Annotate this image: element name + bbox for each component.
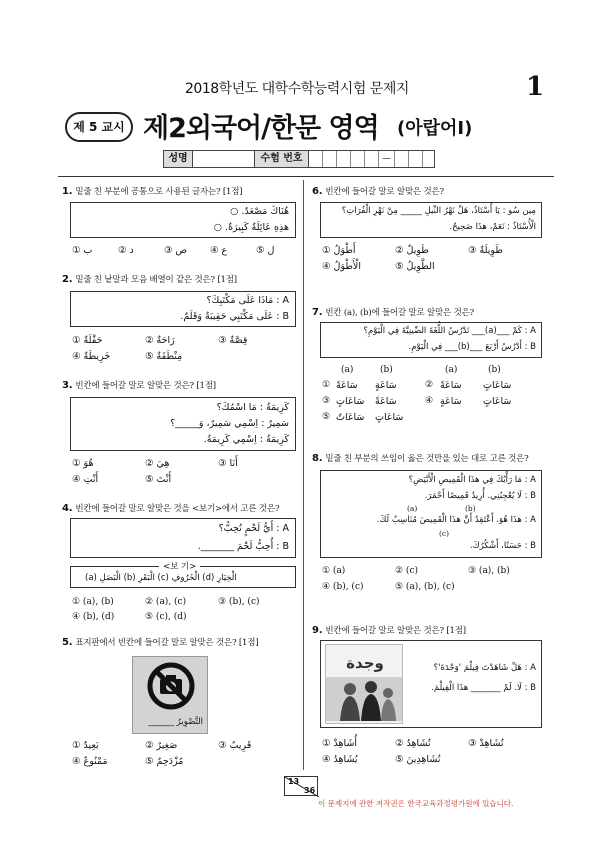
answer-option-1[interactable]: ① أُشَاهِدْ [322,738,358,749]
bogi-box [70,562,296,588]
dialogue-line: سَمِيرٌ : اِسْمِي سَمِيرٌ، وَ_____؟ [170,418,289,429]
dialogue-line: A : هذَا هُوَ. أَعْتَقِدُ أَنَّ هذَا الْقَمِيصَ مُنَاسِبٌ لَكَ. [376,515,536,525]
name-label: 성명 [164,151,192,167]
answer-option-5[interactable]: ⑤ مِنْطَقَةٌ [145,351,183,362]
answer-option-1[interactable]: ① بَعِيدٌ [72,740,99,751]
q9-passage-box [320,640,542,728]
poster-title: وجدة [346,654,384,672]
option-marker[interactable]: ⑤ [322,412,331,422]
dialogue-line-b: B : أُحِبُّ لَحْمَ _______. [197,541,289,552]
option-cell-a: سَاعَاتٍ [336,396,365,407]
question-number: 2. [62,274,73,285]
bogi-items: (a) الْبَصَلِ (b) الْبَقَرِ (c) الْخَرُوفِ (d) الْخِيَارِ [85,573,237,583]
question-text: 밑줄 친 낱말과 모음 배열이 같은 것은? [1점] [75,275,237,285]
exam-number-label: 수험 번호 [254,151,308,167]
answer-option-4[interactable]: ④ أَنْتِ [72,474,99,485]
answer-option-4[interactable]: ④ يُشَاهِدُ [322,754,358,765]
question-text: 빈칸 (a), (b)에 들어갈 말로 알맞은 것은? [325,308,474,318]
digit-cell [395,151,409,167]
dialogue-line-a: A : هَلْ شَاهَدْتَ فِيلْمَ 'وَجْدَةَ'؟ [433,663,536,673]
question-number: 6. [312,186,323,197]
dialogue-line: B : حَسَنًا، أَشْكُرُكَ. [469,541,536,551]
poster-figures-image [326,677,403,721]
option-marker[interactable]: ③ [322,396,331,406]
section-title: 제2외국어/한문 영역 [143,113,379,144]
q6-passage-box [320,202,542,238]
answer-option-1[interactable]: ① هُوَ [72,458,94,469]
underline-label: (c) [439,529,450,538]
answer-option-5[interactable]: ⑤ ل [256,245,275,256]
answer-option-2[interactable]: ② رَاحَةٌ [145,335,175,346]
answer-option-1[interactable]: ① أَطْوَلُ [322,245,356,256]
sign-text: التَّصْوِيرُ ______ [148,717,203,727]
answer-option-3[interactable]: ③ ص [164,245,188,256]
q4-passage-box [70,518,296,558]
digit-cell [409,151,423,167]
question-number: 1. [62,186,73,197]
answer-option-4[interactable]: ④ مَمْنُوعٌ [72,756,108,767]
copyright-notice: 이 문제지에 관한 저작권은 한국교육과정평가원에 있습니다. [318,799,514,808]
question-6 [312,185,550,197]
option-cell-b: سَاعَاتٍ [375,412,404,423]
dialogue-line: كَرِيمَةُ : اِسْمِي كَرِيمَةُ. [203,434,289,445]
question-1 [62,185,300,197]
answer-option-4[interactable]: ④ (b), (c) [322,582,364,592]
answer-option-5[interactable]: ⑤ (a), (b), (c) [395,582,455,592]
option-marker[interactable]: ① [322,380,331,390]
dialogue-line-b: B : لَا. لَمْ _______ هذَا الْفِيلْمَ. [431,683,536,693]
subject-title: (아랍어Ⅰ) [397,118,473,139]
dialogue-line-b: B : أَدْرُسُ أَرْبَعَ ___(b)___ فِي الْيَوْمِ. [408,342,536,352]
underline-labels: (a) (b) [407,504,476,513]
page-total: 36 [304,786,316,795]
question-text: 빈칸에 들어갈 말로 알맞은 것을 <보기>에서 고른 것은? [75,504,280,514]
answer-option-4[interactable]: ④ (b), (d) [72,612,115,622]
question-text: 밑줄 친 부분의 쓰임이 옳은 것만을 있는 대로 고른 것은? [325,454,529,464]
passage-line: هُنَاكَ مَصْعَدٌ. ○ [230,206,289,217]
digit-cell [365,151,379,167]
question-number: 3. [62,380,73,391]
q7-passage-box [320,322,542,358]
answer-option-3[interactable]: ③ طَوِيلَةٌ [468,245,503,256]
dialogue-line-a: A : أَيُّ لَحْمٍ تُحِبُّ؟ [218,523,289,534]
dialogue-line: B : لَا يُعْجِبُنِي. أُرِيدُ قَمِيصًا أَحْمَرَ. [424,491,536,501]
question-text: 밑줄 친 부분에 공통으로 사용된 글자는? [1점] [75,187,243,197]
q1-passage-box [70,202,296,238]
answer-option-2[interactable]: ② صَغِيرٌ [145,740,178,751]
answer-option-4[interactable]: ④ ع [210,245,228,256]
option-cell-b: سَاعَاتٍ [483,396,512,407]
answer-option-1[interactable]: ① حَقْلَةٌ [72,335,103,346]
answer-option-2[interactable]: ② تُشَاهِدُ [395,738,431,749]
name-field[interactable] [192,151,254,167]
passage-line: هذِهِ عَائِلَةٌ كَبِيرَةٌ. ○ [213,222,289,233]
digit-cell [351,151,365,167]
question-number: 9. [312,625,323,636]
option-cell-a: سَاعَةً [336,380,358,391]
answer-option-5[interactable]: ⑤ (c), (d) [145,612,187,622]
column-divider [303,180,304,770]
answer-option-2[interactable]: ② د [118,245,134,256]
answer-option-3[interactable]: ③ (b), (c) [218,597,260,607]
digit-cell [309,151,323,167]
answer-option-1[interactable]: ① (a), (b) [72,597,114,607]
question-text: 빈칸에 들어갈 말로 알맞은 것은? [1점] [325,626,466,636]
digit-cell [323,151,337,167]
page-current: 13 [288,777,300,786]
option-cell-b: سَاعَاتٍ [483,380,512,391]
bogi-title: <보 기> [159,560,200,572]
question-2 [62,273,300,285]
dialogue-line: A : مَا رَأْيُكَ فِي هذَا الْقَمِيصِ الْأَبْيَضِ؟ [408,475,536,485]
answer-option-5[interactable]: ⑤ مُزْدَحِمٌ [145,756,184,767]
dialogue-line-a: A : مَاذَا عَلَى مَكْتَبِكَ؟ [206,295,289,306]
answer-option-3[interactable]: ③ قَرِيبٌ [218,740,252,751]
answer-option-5[interactable]: ⑤ الطَّوِيلُ [395,261,435,272]
q2-passage-box [70,291,296,327]
question-text: 빈칸에 들어갈 말로 알맞은 것은? [325,187,444,197]
option-cell-b: سَاعَةٍ [375,380,397,391]
dialogue-line-b: B : عَلَى مَكْتَبِي حَقِيبَةٌ وَقَلَمٌ. [180,311,289,322]
question-3 [62,379,300,391]
answer-option-2[interactable]: ② طَوِيلٌ [395,245,429,256]
dialogue-line: مِين سُو : يَا أُسْتَاذُ، هَلْ نَهْرُ النِّيلِ _____ مِنْ نَهْرِ الْفُرَاتِ؟ [341,206,536,216]
answer-option-4[interactable]: ④ الْأَطْوَلُ [322,261,361,272]
answer-option-3[interactable]: ③ أَنَا [218,458,238,469]
q8-passage-box [320,470,542,558]
col-head-a: (a) [445,365,458,375]
answer-option-1[interactable]: ① ب [72,245,93,256]
answer-option-1[interactable]: ① (a) [322,566,346,576]
answer-option-5[interactable]: ⑤ أَنْتَ [145,474,172,485]
question-4 [62,502,300,514]
no-camera-icon [133,659,209,717]
answer-option-3[interactable]: ③ قِصَّةٌ [218,335,248,346]
answer-option-3[interactable]: ③ (a), (b) [468,566,510,576]
q3-passage-box [70,397,296,451]
question-7 [312,306,550,318]
period-label: 제 5 교시 [65,112,133,142]
dialogue-line: الْأُسْتَاذُ : نَعَمْ، هذَا صَحِيحٌ. [449,222,536,232]
exam-year-title: 2018학년도 대학수학능력시험 문제지 [185,81,409,97]
question-8 [312,452,550,464]
option-cell-a: سَاعَةٍ [440,396,462,407]
movie-poster [325,644,403,724]
question-9 [312,624,550,636]
answer-option-4[interactable]: ④ خَرِيطَةٌ [72,351,111,362]
page-counter [284,776,318,796]
page-number: 1 [526,72,545,102]
question-text: 빈칸에 들어갈 말로 알맞은 것은? [1점] [75,381,216,391]
option-cell-a: سَاعَةً [440,380,462,391]
answer-option-2[interactable]: ② هِيَ [145,458,170,469]
candidate-info-bar [163,150,435,168]
exam-number-field[interactable] [308,151,434,167]
option-cell-a: سَاعَاتٌ [336,412,365,423]
answer-option-5[interactable]: ⑤ تُشَاهِدِينَ [395,754,441,765]
dialogue-line-a: A : كَمْ ___(a)___ تَدْرُسُ اللُّغَةَ الصِّينِيَّةَ فِي الْيَوْمِ؟ [363,326,536,336]
col-head-b: (b) [380,365,393,375]
no-photography-sign [132,656,208,734]
answer-option-3[interactable]: ③ تُشَاهِدْ [468,738,504,749]
question-text: 표지판에서 빈칸에 들어갈 말로 알맞은 것은? [1점] [75,638,259,648]
answer-option-2[interactable]: ② (a), (c) [145,597,187,607]
answer-option-2[interactable]: ② (c) [395,566,418,576]
col-head-a: (a) [341,365,354,375]
question-number: 5. [62,637,73,648]
col-head-b: (b) [488,365,501,375]
question-number: 4. [62,503,73,514]
exam-number-dash: — [379,151,395,167]
question-5 [62,636,300,648]
option-cell-b: سَاعَةً [375,396,397,407]
option-marker[interactable]: ④ [425,396,434,406]
question-number: 7. [312,307,323,318]
header-rule [58,176,554,177]
dialogue-line: كَرِيمَةُ : مَا اسْمُكَ؟ [216,402,289,413]
question-number: 8. [312,453,323,464]
option-marker[interactable]: ② [425,380,434,390]
digit-cell [337,151,351,167]
